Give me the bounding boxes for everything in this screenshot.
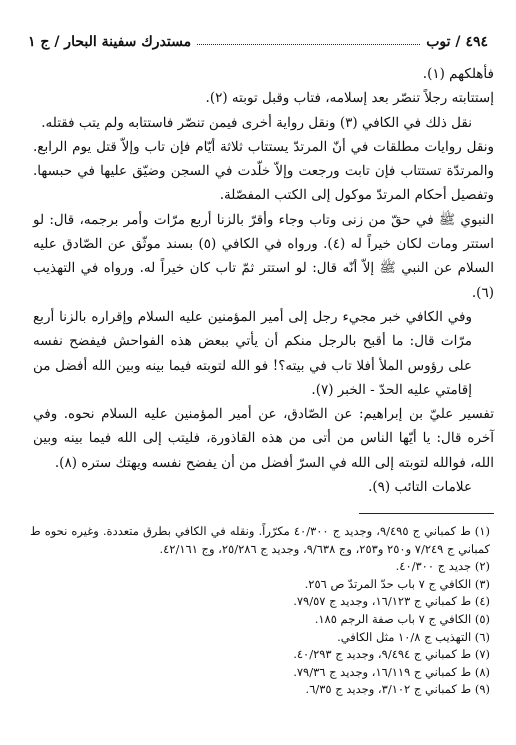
main-text [33, 62, 494, 499]
paragraph: تفسير عليّ بن إبراهيم: عن الصّادق، عن أمير المؤمنين عليه السلام نحوه. وفي آخره قال: يا أيّها الناس من أتى من هذه القاذورة، فليتب إلى الله فيما بينه وبين الله، فوالله لتوبته إلى الله في السرّ أفضل من أن يفضح نفسه ويهتك ستره (٨). [33, 406, 494, 471]
header-dot-leader [197, 44, 420, 45]
page-number: ٤٩٤ [465, 34, 488, 50]
paragraph: علامات التائب (٩). [368, 479, 472, 496]
running-header [28, 28, 488, 50]
footnote: (٢) جديد ج ٤٠/٣٠٠. [395, 559, 490, 574]
footnote: (٩) ط كمباني ج ٣/١٠٢، وجديد ج ٦/٣٥. [305, 682, 490, 697]
footnote: (١) ط كمباني ج ٩/٤٩٥، وجديد ج ٤٠/٣٠٠ مكرّراً. ونقله في الكافي بطرق متعددة. وغيره نحوه ط كمباني ج ٧/٢٤٩ و٢٥٠ و٢٥٣، وج ٩/٦٣٨، وجديد ج ٢٥/٢٨٦، وج ٤٢/١٦١. [30, 524, 490, 556]
footnote: (٨) ط كمباني ج ١٦/١١٩، وجديد ج ٧٩/٣٦. [293, 664, 490, 679]
paragraph: إستتابته رجلاً تنصّر بعد إسلامه، فتاب وقبل توبته (٢). [205, 90, 494, 107]
header-separator: / [450, 34, 466, 50]
paragraph: نقل ذلك في الكافي (٣) ونقل رواية أخرى فيمن تنصّر فاستتابه ولم يتب فقتله. [41, 114, 472, 131]
footnote: (٤) ط كمباني ج ١٦/١٢٣، وجديد ج ٧٩/٥٧. [293, 594, 490, 609]
footnotes [30, 523, 490, 699]
footnote: (٧) ط كمباني ج ٩/٤٩٤، وجديد ج ٤٠/٢٩٣. [293, 647, 490, 662]
footnote: (٦) التهذيب ج ١٠/٨ مثل الكافي. [337, 629, 490, 644]
paragraph: فأهلكهم (١). [422, 66, 494, 82]
book-title: مستدرك سفينة البحار / ج ١ [28, 34, 192, 50]
paragraph: وفي الكافي خبر مجيء رجل إلى أمير المؤمنين عليه السلام وإقراره بالزنا أربع مرّات قال: ما أقبح بالرجل منكم أن يأتي ببعض هذه الفواحش فيفضح نفسه على رؤوس الملأ أفلا تاب في بيته؟! فو الله لتوبته فيما بينه وبين الله أفضل من إقامتي عليه الحدّ - الخبر (٧). [33, 308, 472, 398]
paragraph: النبوي ﷺ في حقّ من زنى وتاب وجاء وأقرّ بالزنا أربع مرّات وأمر برجمه، قال: لو استتر ومات لكان خيراً له (٤). ورواه في الكافي (٥) بسند موثّق عن الصّادق عليه السلام عن النبي ﷺ إلاّ أنّه قال: لو استتر ثمّ تاب كان خيراً له. ورواه في التهذيب (٦). [33, 211, 494, 301]
section-title: توب [426, 34, 451, 50]
footnote-separator [359, 513, 494, 514]
footnote: (٣) الكافي ج ٧ باب حدّ المرتدّ ص ٢٥٦. [304, 576, 490, 591]
paragraph: ونقل روايات مطلقات في أنّ المرتدّ يستتاب ثلاثة أيّام فإن تاب وإلاّ قتل يوم الرابع. والمرتدّة تستتاب فإن تابت ورجعت وإلاّ خلّدت في السجن وضيّق عليها في حبسها. وتفصيل أحكام المرتدّ موكول إلى الكتب المفصّلة. [33, 138, 494, 204]
footnote: (٥) الكافي ج ٧ باب صفة الرجم ١٨٥. [314, 611, 490, 626]
